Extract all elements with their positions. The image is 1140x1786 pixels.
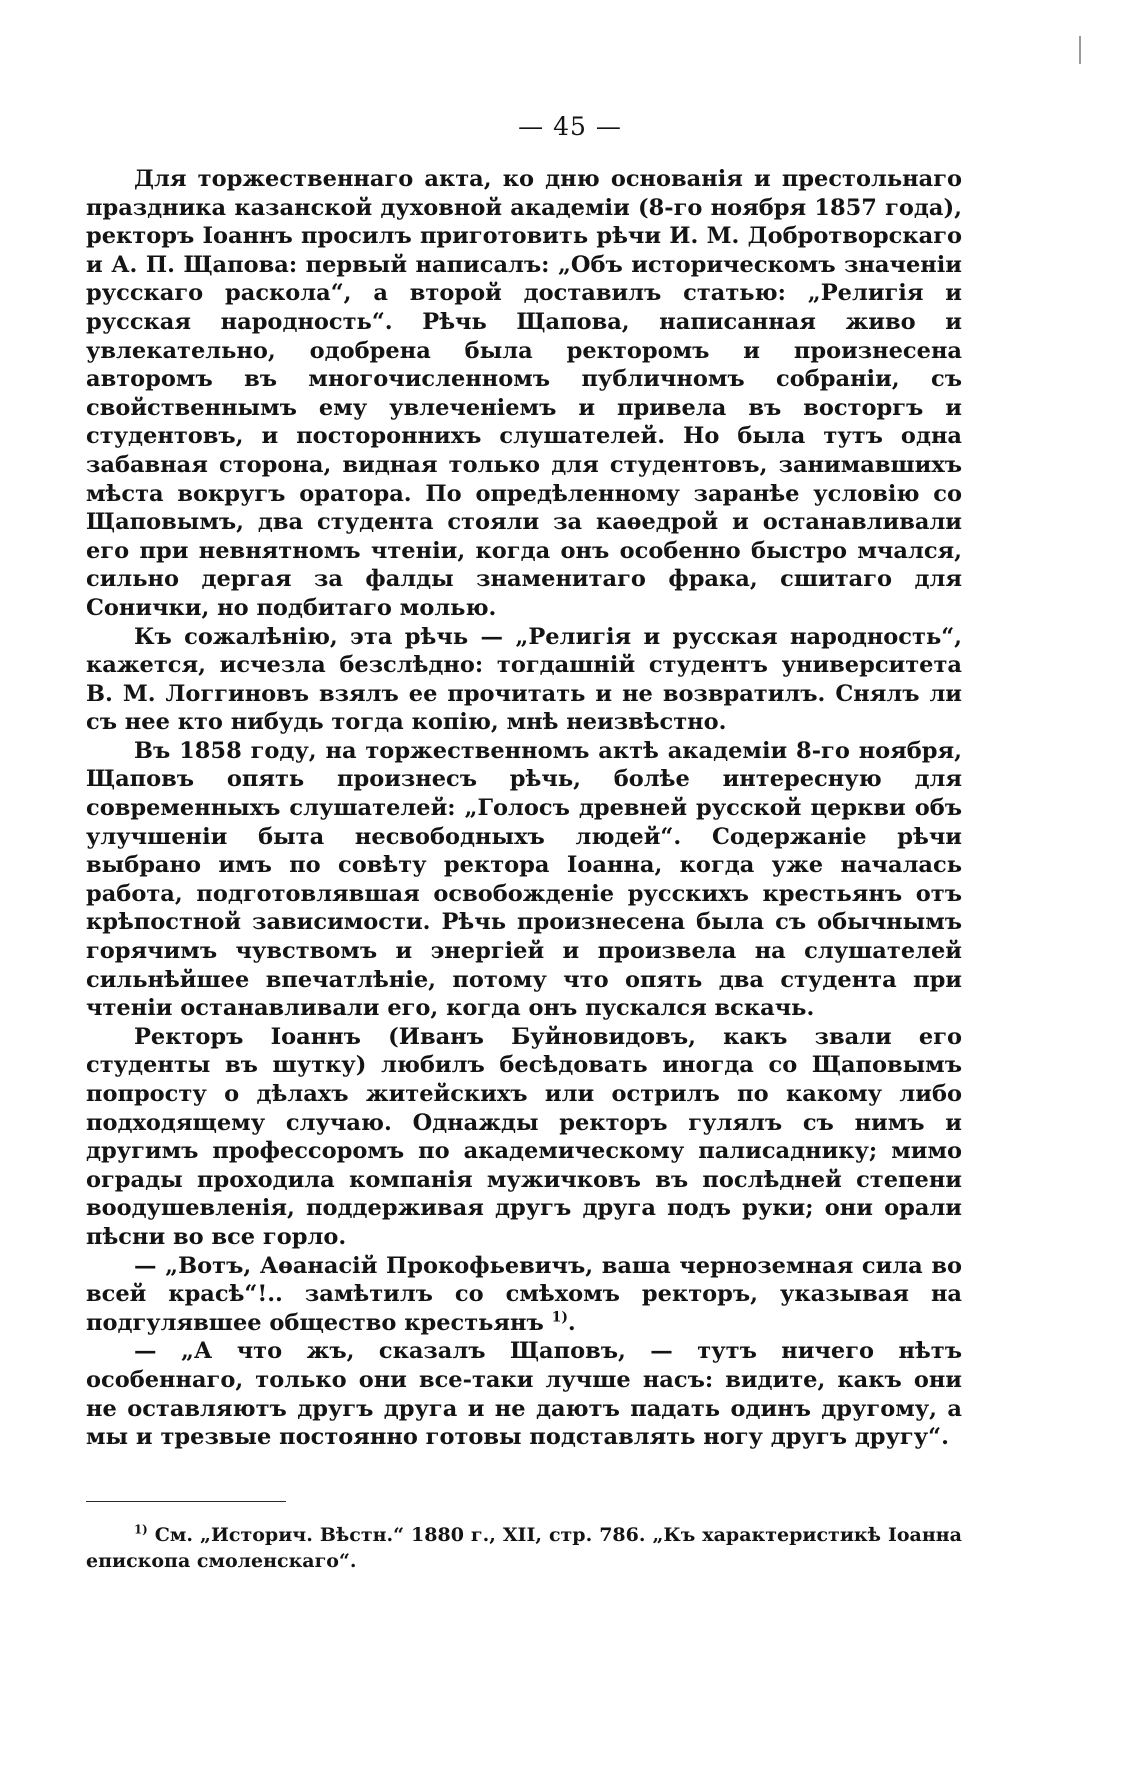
paragraph-5-end: .	[567, 1309, 576, 1336]
scan-artifact-mark	[1079, 36, 1081, 64]
paragraph-1: Для торжественнаго акта, ко дню основанія и престольнаго праздника казанской духовной академіи (8-го ноября 1857 года), ректоръ Іоаннъ просилъ приготовить рѣчи И. М. Добротворскаго и А. П. Щапова: первый написалъ: „Объ историческомъ значеніи русскаго раскола“, а второй доставилъ статью: „Религія и русская народность“. Рѣчь Щапова, написанная живо и увлекательно, одобрена была ректоромъ и произнесена авторомъ въ многочисленномъ публичномъ собраніи, съ свойственнымъ ему увлеченіемъ и привела въ восторгъ и студентовъ, и постороннихъ слушателей. Но была тутъ одна забавная сторона, видная только для студентовъ, занимавшихъ мѣста вокругъ оратора. По опредѣленному заранѣе условію со Щаповымъ, два студента стояли за каѳедрой и останавливали его при невнятномъ чтеніи, когда онъ особенно быстро мчался, сильно дергая за фалды знаменитаго фрака, сшитаго для Сонички, но подбитаго молью.	[86, 166, 962, 621]
paragraph-2: Къ сожалѣнію, эта рѣчь — „Религія и русская народность“, кажется, исчезла безслѣдно: тогдашній студентъ университета В. М. Логгиновъ взялъ ее прочитать и не возвратилъ. Снялъ ли съ нее кто нибудь тогда копію, мнѣ неизвѣстно.	[86, 623, 962, 736]
footnote-reference: 1)	[551, 1309, 568, 1326]
main-text	[86, 165, 962, 1452]
footnote-text: См. „Историч. Вѣстн.“ 1880 г., XII, стр. 786. „Къ характеристикѣ Іоанна епископа смоленскаго“.	[86, 1524, 962, 1572]
paragraph-5	[86, 1252, 962, 1338]
paragraph-4: Ректоръ Іоаннъ (Иванъ Буйновидовъ, какъ звали его студенты въ шутку) любилъ бесѣдовать иногда со Щаповымъ попросту о дѣлахъ житейскихъ или острилъ по какому либо подходящему случаю. Однажды ректоръ гулялъ съ нимъ и другимъ профессоромъ по академическому палисаднику; мимо ограды проходила компанія мужичковъ въ послѣдней степени воодушевленія, поддерживая другъ друга подъ руки; они орали пѣсни во все горло.	[86, 1023, 962, 1250]
footnote-marker: 1)	[134, 1522, 148, 1537]
paragraph-6: — „А что жъ, сказалъ Щаповъ, — тутъ ничего нѣтъ особеннаго, только они все-таки лучше насъ: видите, какъ они не оставляютъ другъ друга и не даютъ падать одинъ другому, а мы и трезвые постоянно готовы подставлять ногу другъ другу“.	[86, 1338, 962, 1451]
paragraph-5-text: — „Вотъ, Аѳанасій Прокофьевичъ, ваша черноземная сила во всей красѣ“!.. замѣтилъ со смѣхомъ ректоръ, указывая на подгулявшее общество крестьянъ	[86, 1252, 962, 1336]
footnote	[86, 1522, 962, 1574]
page-number: — 45 —	[518, 112, 622, 141]
footnote-separator	[86, 1501, 286, 1502]
paragraph-3: Въ 1858 году, на торжественномъ актѣ академіи 8-го ноября, Щаповъ опять произнесъ рѣчь, болѣе интересную для современныхъ слушателей: „Голосъ древней русской церкви объ улучшеніи быта несвободныхъ людей“. Содержаніе рѣчи выбрано имъ по совѣту ректора Іоанна, когда уже началась работа, подготовлявшая освобожденіе русскихъ крестьянъ отъ крѣпостной зависимости. Рѣчь произнесена была съ обычнымъ горячимъ чувствомъ и энергіей и произвела на слушателей сильнѣйшее впечатлѣніе, потому что опять два студента при чтеніи останавливали его, когда онъ пускался вскачь.	[86, 737, 962, 1022]
